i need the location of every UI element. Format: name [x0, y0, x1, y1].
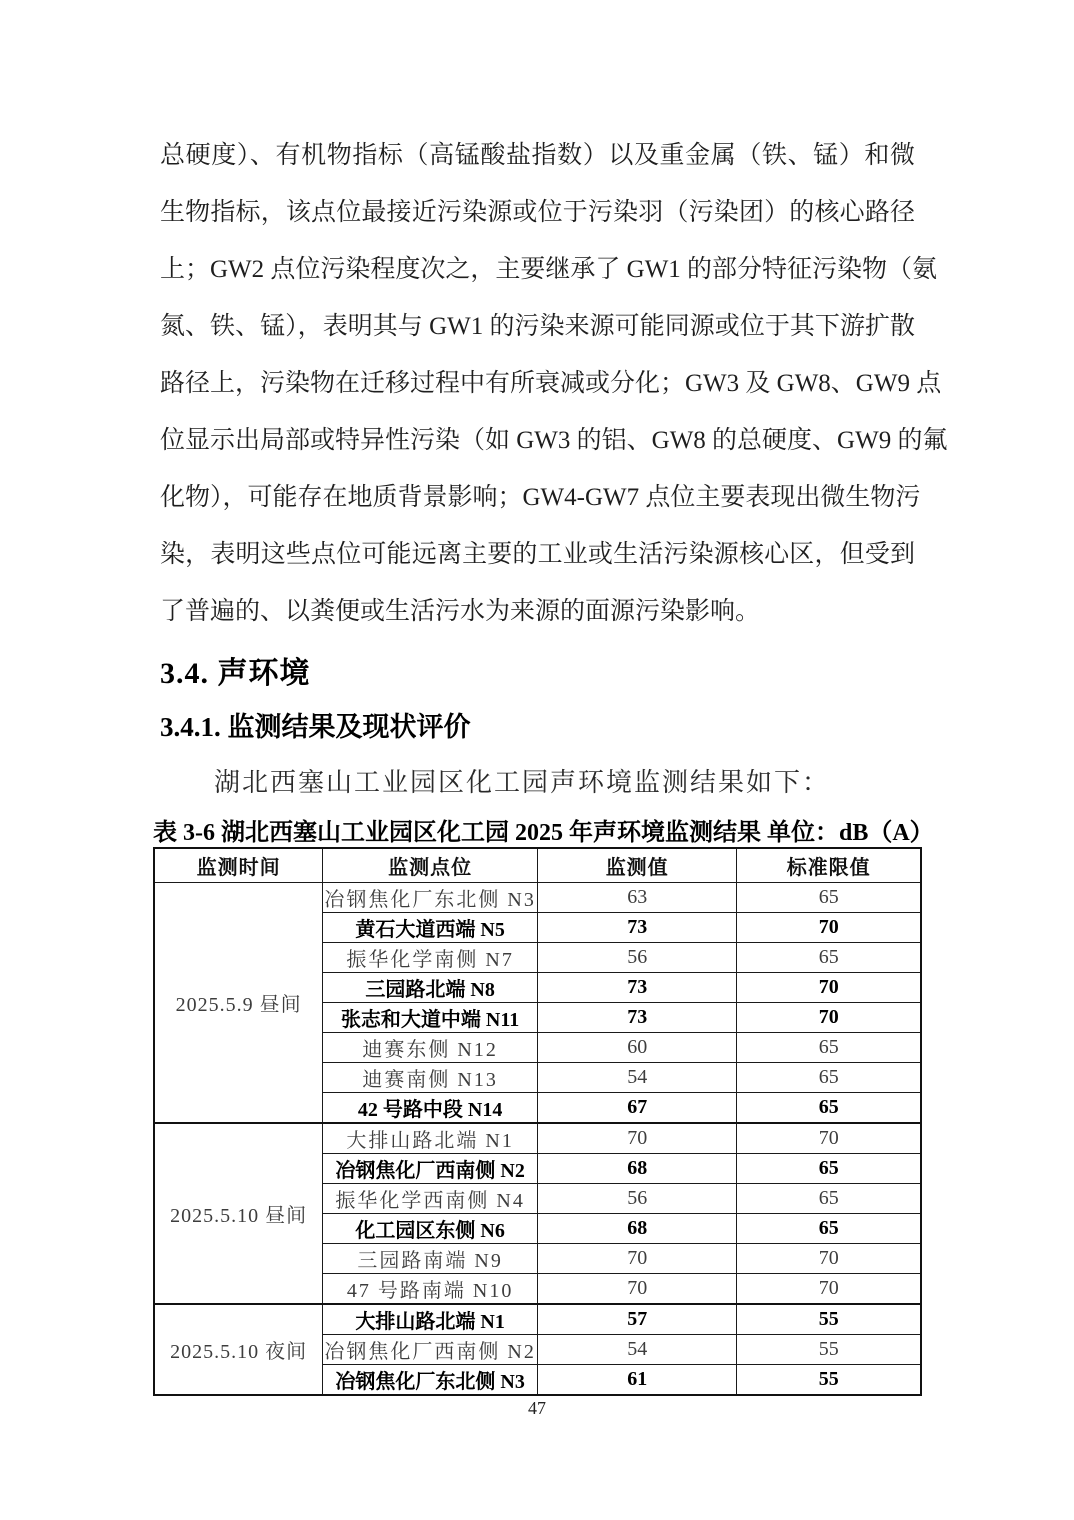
site-cell: 大排山路北端 N1 [323, 1304, 538, 1335]
limit-cell: 70 [737, 1243, 921, 1273]
value-cell: 73 [537, 1002, 736, 1032]
noise-monitoring-table [153, 847, 922, 1396]
header-standard-limit: 标准限值 [737, 848, 921, 882]
value-cell: 54 [537, 1062, 736, 1092]
page-number: 47 [528, 1398, 546, 1418]
table-row [154, 882, 921, 912]
monitor-time-cell: 2025.5.10 夜间 [154, 1304, 323, 1395]
header-monitor-time: 监测时间 [154, 848, 323, 882]
value-cell: 68 [537, 1153, 736, 1183]
value-cell: 67 [537, 1092, 736, 1123]
body-line: 化物），可能存在地质背景影响；GW4-GW7 点位主要表现出微生物污 [160, 484, 921, 511]
site-cell: 振华化学西南侧 N4 [323, 1183, 538, 1213]
value-cell: 54 [537, 1334, 736, 1364]
value-cell: 70 [537, 1123, 736, 1154]
section-heading-3-4-1: 3.4.1. 监测结果及现状评价 [160, 712, 471, 742]
value-cell: 73 [537, 912, 736, 942]
monitor-time-cell: 2025.5.9 昼间 [154, 882, 323, 1123]
value-cell: 56 [537, 1183, 736, 1213]
limit-cell: 70 [737, 1273, 921, 1304]
limit-cell: 65 [737, 1153, 921, 1183]
value-cell: 68 [537, 1213, 736, 1243]
limit-cell: 65 [737, 942, 921, 972]
limit-cell: 70 [737, 972, 921, 1002]
site-cell: 冶钢焦化厂东北侧 N3 [323, 1364, 538, 1395]
value-cell: 70 [537, 1273, 736, 1304]
table-header-row [154, 848, 921, 882]
table-row [154, 1123, 921, 1154]
body-line: 生物指标，该点位最接近污染源或位于污染羽（污染团）的核心路径 [160, 199, 915, 226]
site-cell: 三园路南端 N9 [323, 1243, 538, 1273]
site-cell: 大排山路北端 N1 [323, 1123, 538, 1154]
limit-cell: 70 [737, 1123, 921, 1154]
value-cell: 70 [537, 1243, 736, 1273]
limit-cell: 55 [737, 1334, 921, 1364]
header-monitor-value: 监测值 [537, 848, 736, 882]
limit-cell: 65 [737, 1092, 921, 1123]
value-cell: 61 [537, 1364, 736, 1395]
site-cell: 化工园区东侧 N6 [323, 1213, 538, 1243]
body-line: 氮、铁、锰），表明其与 GW1 的污染来源可能同源或位于其下游扩散 [160, 313, 915, 340]
site-cell: 迪赛东侧 N12 [323, 1032, 538, 1062]
limit-cell: 65 [737, 1032, 921, 1062]
section-heading-3-4: 3.4. 声环境 [160, 657, 311, 690]
monitor-time-cell: 2025.5.10 昼间 [154, 1123, 323, 1304]
site-cell: 冶钢焦化厂东北侧 N3 [323, 882, 538, 912]
value-cell: 63 [537, 882, 736, 912]
body-line: 染，表明这些点位可能远离主要的工业或生活污染源核心区，但受到 [160, 541, 915, 568]
limit-cell: 70 [737, 912, 921, 942]
value-cell: 73 [537, 972, 736, 1002]
body-line: 了普遍的、以粪便或生活污水为来源的面源污染影响。 [160, 598, 761, 625]
site-cell: 三园路北端 N8 [323, 972, 538, 1002]
site-cell: 振华化学南侧 N7 [323, 942, 538, 972]
value-cell: 60 [537, 1032, 736, 1062]
value-cell: 57 [537, 1304, 736, 1335]
site-cell: 47 号路南端 N10 [323, 1273, 538, 1304]
body-line: 上；GW2 点位污染程度次之，主要继承了 GW1 的部分特征污染物（氨 [160, 256, 938, 283]
body-line: 总硬度）、有机物指标（高锰酸盐指数）以及重金属（铁、锰）和微 [160, 142, 915, 169]
intro-paragraph: 湖北西塞山工业园区化工园声环境监测结果如下： [214, 768, 831, 797]
header-monitor-site: 监测点位 [323, 848, 538, 882]
site-cell: 迪赛南侧 N13 [323, 1062, 538, 1092]
limit-cell: 55 [737, 1364, 921, 1395]
site-cell: 42 号路中段 N14 [323, 1092, 538, 1123]
site-cell: 冶钢焦化厂西南侧 N2 [323, 1153, 538, 1183]
site-cell: 张志和大道中端 N11 [323, 1002, 538, 1032]
body-line: 路径上，污染物在迁移过程中有所衰减或分化；GW3 及 GW8、GW9 点 [160, 370, 942, 397]
site-cell: 冶钢焦化厂西南侧 N2 [323, 1334, 538, 1364]
limit-cell: 55 [737, 1304, 921, 1335]
limit-cell: 65 [737, 882, 921, 912]
table-caption: 表 3-6 湖北西塞山工业园区化工园 2025 年声环境监测结果 单位：dB（A） [153, 820, 934, 846]
limit-cell: 70 [737, 1002, 921, 1032]
limit-cell: 65 [737, 1062, 921, 1092]
limit-cell: 65 [737, 1183, 921, 1213]
paragraph-groundwater-analysis [160, 127, 948, 640]
site-cell: 黄石大道西端 N5 [323, 912, 538, 942]
value-cell: 56 [537, 942, 736, 972]
limit-cell: 65 [737, 1213, 921, 1243]
table-row [154, 1304, 921, 1335]
body-line: 位显示出局部或特异性污染（如 GW3 的铝、GW8 的总硬度、GW9 的氟 [160, 427, 948, 454]
